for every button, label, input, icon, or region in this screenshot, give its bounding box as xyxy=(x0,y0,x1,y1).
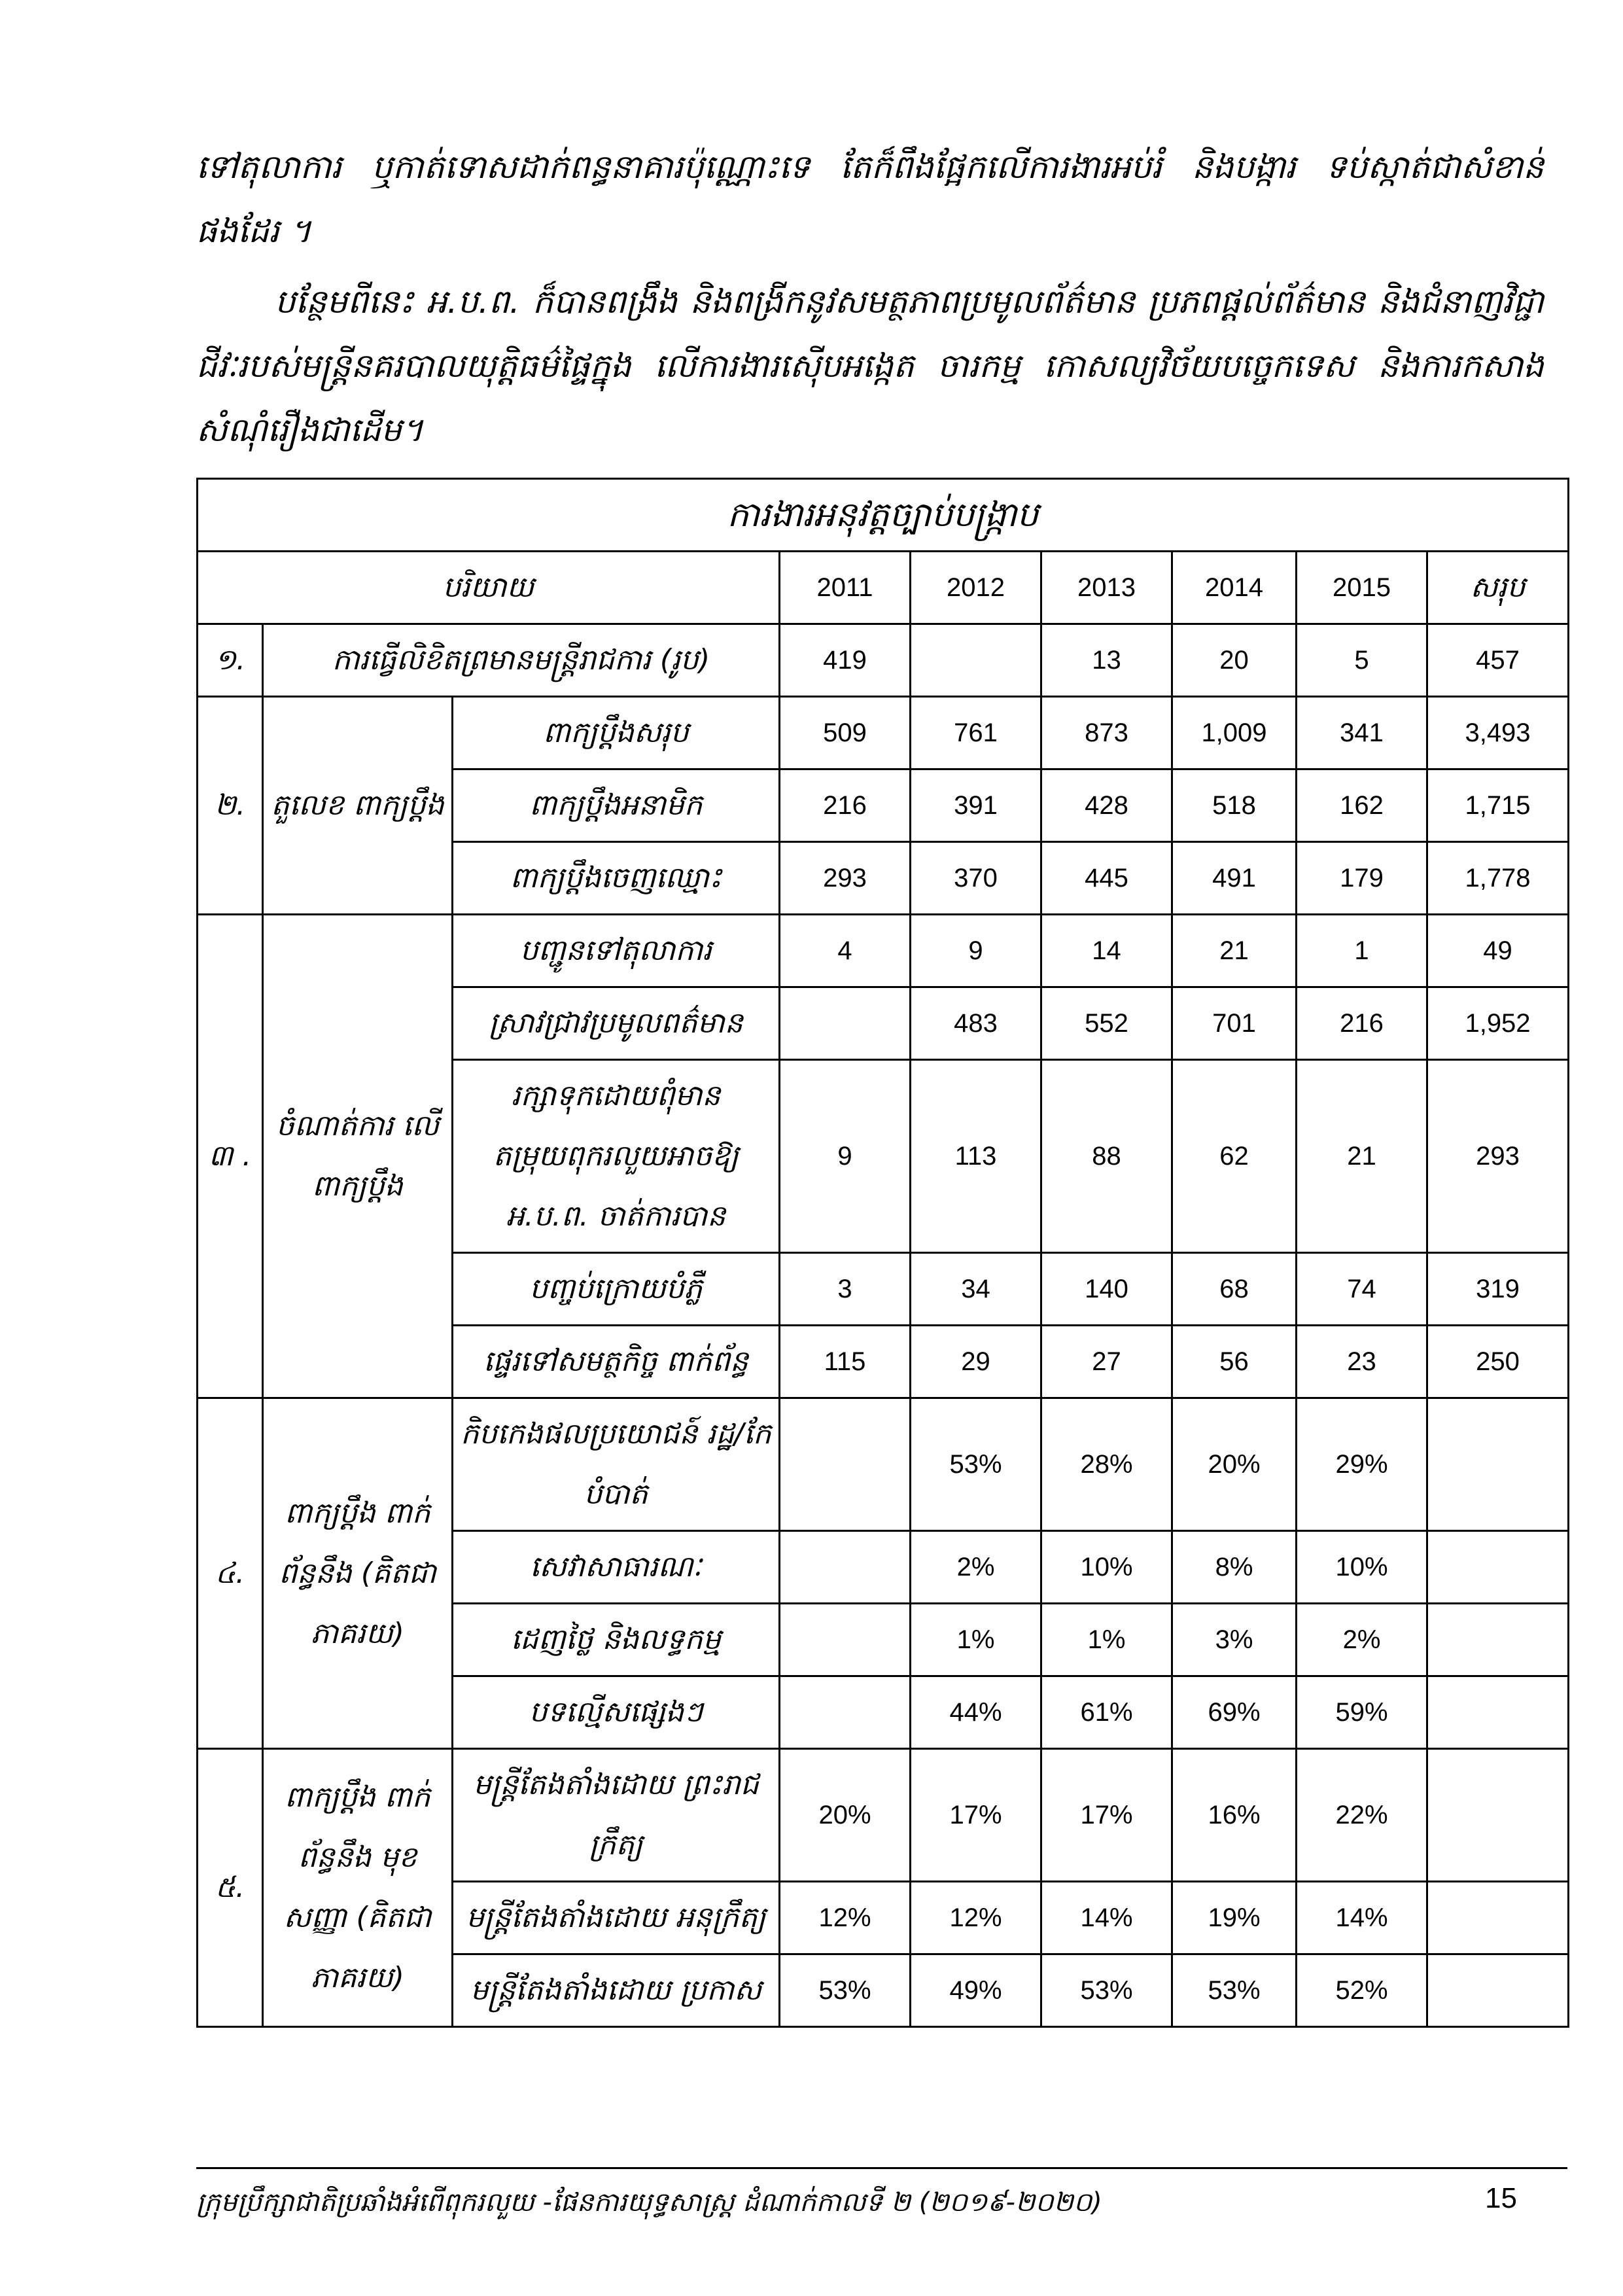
row-label: មន្ត្រីតែងតាំងដោយ ប្រកាស xyxy=(453,1954,780,2027)
year-value-cell: 8% xyxy=(1172,1531,1297,1604)
section-group-label: តួលេខ ពាក្យប្តឹង xyxy=(263,697,453,915)
header-year: 2014 xyxy=(1172,552,1297,624)
year-value-cell: 44% xyxy=(911,1676,1041,1749)
header-year: 2015 xyxy=(1297,552,1427,624)
row-label: មន្ត្រីតែងតាំងដោយ អនុក្រឹត្យ xyxy=(453,1882,780,1954)
header-year: 2013 xyxy=(1041,552,1172,624)
year-value-cell: 88 xyxy=(1041,1060,1172,1253)
year-value-cell: 13 xyxy=(1041,624,1172,697)
year-value-cell: 445 xyxy=(1041,842,1172,915)
section-group-label: ពាក្យប្តឹង ពាក់ព័ន្ធនឹង (គិតជា ភាគរយ) xyxy=(263,1398,453,1749)
footer-text: ក្រុមប្រឹក្សាជាតិប្រឆាំងអំពើពុករលួយ -ផែនការយុទ្ធសាស្ត្រ ដំណាក់កាលទី ២ (២០១៩-២០២០) xyxy=(196,2187,1102,2217)
table-body xyxy=(198,624,1569,2027)
year-value-cell xyxy=(780,1676,911,1749)
total-cell xyxy=(1427,1604,1569,1676)
total-cell: 1,715 xyxy=(1427,769,1569,842)
year-value-cell: 52% xyxy=(1297,1954,1427,2027)
year-value-cell: 21 xyxy=(1297,1060,1427,1253)
year-value-cell: 701 xyxy=(1172,987,1297,1060)
year-value-cell: 62 xyxy=(1172,1060,1297,1253)
year-value-cell: 9 xyxy=(911,915,1041,987)
year-value-cell: 1% xyxy=(1041,1604,1172,1676)
year-value-cell: 341 xyxy=(1297,697,1427,769)
year-value-cell: 428 xyxy=(1041,769,1172,842)
row-label: រក្សាទុកដោយពុំមាន តម្រុយពុករលួយអាចឱ្យ អ.ប.ព. ចាត់ការបាន xyxy=(453,1060,780,1253)
year-value-cell: 518 xyxy=(1172,769,1297,842)
year-value-cell: 12% xyxy=(780,1882,911,1954)
year-value-cell: 3 xyxy=(780,1253,911,1326)
total-cell xyxy=(1427,1882,1569,1954)
paragraph-continued: ទៅតុលាការ ឬកាត់ទោសដាក់ពន្ធនាគារប៉ុណ្ណោះទេ តែក៏ពឹងផ្អែកលើការងារអប់រំ និងបង្ការ ទប់ស្កាត់ជាសំខាន់ផងដែរ ។ xyxy=(196,148,1544,250)
year-value-cell: 10% xyxy=(1297,1531,1427,1604)
year-value-cell: 391 xyxy=(911,769,1041,842)
total-cell: 1,778 xyxy=(1427,842,1569,915)
year-value-cell: 61% xyxy=(1041,1676,1172,1749)
row-label: ដេញថ្លៃ និងលទ្ធកម្ម xyxy=(453,1604,780,1676)
year-value-cell: 9 xyxy=(780,1060,911,1253)
year-value-cell: 216 xyxy=(780,769,911,842)
year-value-cell: 23 xyxy=(1297,1326,1427,1398)
year-value-cell: 179 xyxy=(1297,842,1427,915)
year-value-cell: 14% xyxy=(1297,1882,1427,1954)
row-label: ពាក្យប្តឹងសរុប xyxy=(453,697,780,769)
row-label: ពាក្យប្តឹងចេញឈ្មោះ xyxy=(453,842,780,915)
total-cell: 250 xyxy=(1427,1326,1569,1398)
page-number: 15 xyxy=(1485,2182,1517,2214)
year-value-cell: 53% xyxy=(911,1398,1041,1531)
section-number: ៤. xyxy=(198,1398,263,1749)
section-number: ៣ . xyxy=(198,915,263,1398)
year-value-cell xyxy=(780,1398,911,1531)
year-value-cell: 2% xyxy=(911,1531,1041,1604)
table-header-row xyxy=(198,552,1569,624)
year-value-cell: 552 xyxy=(1041,987,1172,1060)
table-title-row xyxy=(198,479,1569,552)
header-description: បរិយាយ xyxy=(198,552,780,624)
year-value-cell: 49% xyxy=(911,1954,1041,2027)
year-value-cell: 56 xyxy=(1172,1326,1297,1398)
total-cell: 1,952 xyxy=(1427,987,1569,1060)
year-value-cell: 3% xyxy=(1172,1604,1297,1676)
year-value-cell: 1 xyxy=(1297,915,1427,987)
year-value-cell: 17% xyxy=(1041,1749,1172,1882)
total-cell xyxy=(1427,1954,1569,2027)
year-value-cell: 509 xyxy=(780,697,911,769)
total-cell xyxy=(1427,1676,1569,1749)
year-value-cell: 20 xyxy=(1172,624,1297,697)
table-row xyxy=(198,624,1569,697)
total-cell: 457 xyxy=(1427,624,1569,697)
year-value-cell: 21 xyxy=(1172,915,1297,987)
header-year: 2012 xyxy=(911,552,1041,624)
year-value-cell xyxy=(911,624,1041,697)
row-label: សេវាសាធារណៈ xyxy=(453,1531,780,1604)
total-cell: 49 xyxy=(1427,915,1569,987)
row-label: ស្រាវជ្រាវប្រមូលពត៌មាន xyxy=(453,987,780,1060)
year-value-cell: 22% xyxy=(1297,1749,1427,1882)
year-value-cell: 27 xyxy=(1041,1326,1172,1398)
year-value-cell: 1,009 xyxy=(1172,697,1297,769)
table-row xyxy=(198,1749,1569,1882)
year-value-cell: 16% xyxy=(1172,1749,1297,1882)
year-value-cell: 14% xyxy=(1041,1882,1172,1954)
row-label: បញ្ចប់ក្រោយបំភ្លឺ xyxy=(453,1253,780,1326)
year-value-cell: 162 xyxy=(1297,769,1427,842)
total-cell: 293 xyxy=(1427,1060,1569,1253)
row-label: កិបកេងផលប្រយោជន៍ រដ្ឋ/កែបំបាត់ xyxy=(453,1398,780,1531)
total-cell: 319 xyxy=(1427,1253,1569,1326)
total-cell xyxy=(1427,1531,1569,1604)
table-row xyxy=(198,1398,1569,1531)
year-value-cell: 483 xyxy=(911,987,1041,1060)
section-number: ១. xyxy=(198,624,263,697)
enforcement-statistics-table xyxy=(196,478,1569,2028)
year-value-cell: 74 xyxy=(1297,1253,1427,1326)
row-label: ពាក្យប្តឹងអនាមិក xyxy=(453,769,780,842)
table-row xyxy=(198,915,1569,987)
year-value-cell: 115 xyxy=(780,1326,911,1398)
year-value-cell: 68 xyxy=(1172,1253,1297,1326)
total-cell: 3,493 xyxy=(1427,697,1569,769)
year-value-cell: 140 xyxy=(1041,1253,1172,1326)
total-cell xyxy=(1427,1398,1569,1531)
year-value-cell: 4 xyxy=(780,915,911,987)
row-label: ផ្ទេរទៅសមត្ថកិច្ច ពាក់ព័ន្ធ xyxy=(453,1326,780,1398)
year-value-cell: 20% xyxy=(780,1749,911,1882)
section-group-label: ពាក្យប្តឹង ពាក់ព័ន្ធនឹង មុខសញ្ញា (គិតជា ភាគរយ) xyxy=(263,1749,453,2027)
year-value-cell: 29% xyxy=(1297,1398,1427,1531)
year-value-cell: 761 xyxy=(911,697,1041,769)
year-value-cell xyxy=(780,987,911,1060)
year-value-cell: 20% xyxy=(1172,1398,1297,1531)
year-value-cell: 53% xyxy=(1172,1954,1297,2027)
year-value-cell: 1% xyxy=(911,1604,1041,1676)
year-value-cell: 53% xyxy=(780,1954,911,2027)
year-value-cell: 14 xyxy=(1041,915,1172,987)
header-year: 2011 xyxy=(780,552,911,624)
section-number: ២. xyxy=(198,697,263,915)
year-value-cell: 2% xyxy=(1297,1604,1427,1676)
year-value-cell: 5 xyxy=(1297,624,1427,697)
year-value-cell: 370 xyxy=(911,842,1041,915)
paragraph-body: បន្ថែមពីនេះ អ.ប.ព. ក៏បានពង្រឹង និងពង្រីកនូវសមត្ថភាពប្រមូលព័ត៌មាន ប្រភពផ្តល់ព័ត៌មាន និងជំនាញវិជ្ជាជីវៈរបស់មន្ត្រីនគរបាលយុត្តិធម៌ផ្ទៃក្នុង លើការងារស៊ើបអង្កេត ចារកម្ម កោសល្យវិច័យបច្ចេកទេស និងការកសាងសំណុំរឿងជាដើម។ xyxy=(196,283,1544,449)
header-total: សរុប xyxy=(1427,552,1569,624)
year-value-cell: 29 xyxy=(911,1326,1041,1398)
table-title: ការងារអនុវត្តច្បាប់បង្ក្រាប xyxy=(198,479,1569,552)
year-value-cell: 491 xyxy=(1172,842,1297,915)
year-value-cell: 34 xyxy=(911,1253,1041,1326)
footer-divider xyxy=(196,2167,1567,2169)
year-value-cell: 216 xyxy=(1297,987,1427,1060)
year-value-cell xyxy=(780,1604,911,1676)
row-label: បទល្មើសផ្សេងៗ xyxy=(453,1676,780,1749)
year-value-cell: 19% xyxy=(1172,1882,1297,1954)
year-value-cell: 12% xyxy=(911,1882,1041,1954)
year-value-cell: 69% xyxy=(1172,1676,1297,1749)
row-label: បញ្ជូនទៅតុលាការ xyxy=(453,915,780,987)
year-value-cell: 293 xyxy=(780,842,911,915)
row-label: មន្ត្រីតែងតាំងដោយ ព្រះរាជក្រឹត្យ xyxy=(453,1749,780,1882)
year-value-cell: 419 xyxy=(780,624,911,697)
section-number: ៥. xyxy=(198,1749,263,2027)
row-label: ការធ្វើលិខិតព្រមានមន្ត្រីរាជការ (រូប) xyxy=(263,624,780,697)
year-value-cell: 59% xyxy=(1297,1676,1427,1749)
year-value-cell xyxy=(780,1531,911,1604)
year-value-cell: 53% xyxy=(1041,1954,1172,2027)
year-value-cell: 17% xyxy=(911,1749,1041,1882)
total-cell xyxy=(1427,1749,1569,1882)
year-value-cell: 873 xyxy=(1041,697,1172,769)
year-value-cell: 28% xyxy=(1041,1398,1172,1531)
year-value-cell: 10% xyxy=(1041,1531,1172,1604)
year-value-cell: 113 xyxy=(911,1060,1041,1253)
section-group-label: ចំណាត់ការ លើពាក្យប្តឹង xyxy=(263,915,453,1398)
table-row xyxy=(198,697,1569,769)
